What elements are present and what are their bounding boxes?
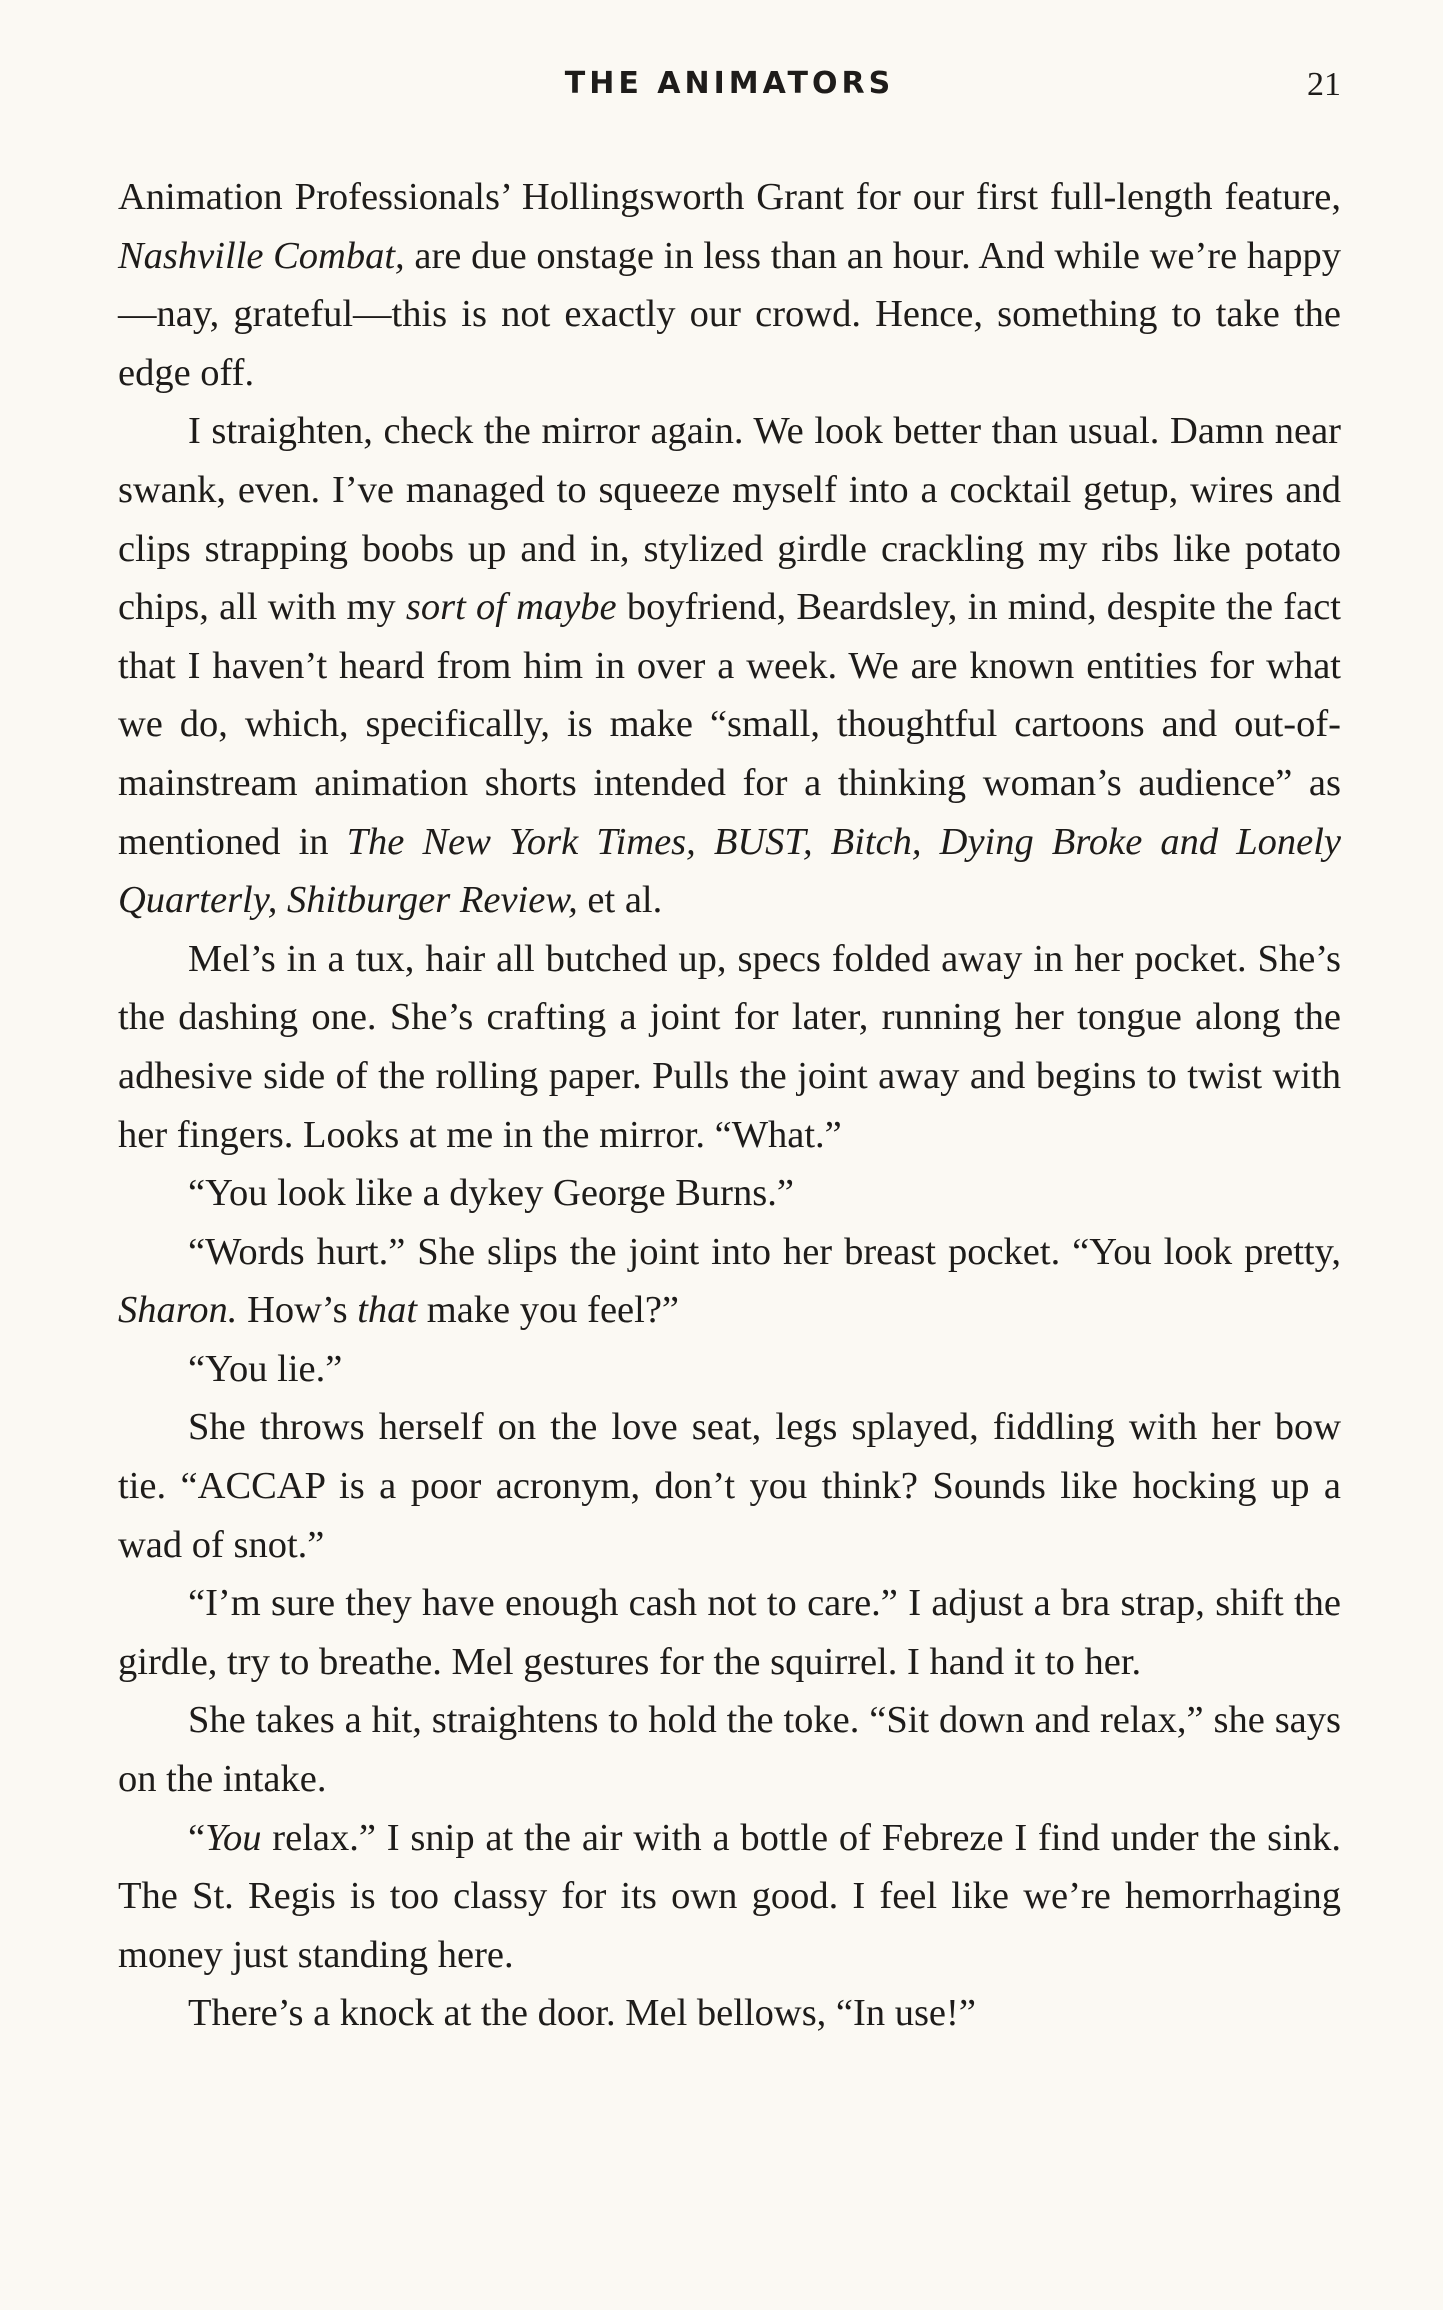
italic-text: Sharon. (118, 1289, 238, 1332)
italic-text: The New York Times, BUST, Bitch, Dying Broke and Lonely Quarterly, Shitburger Review, (118, 820, 1342, 922)
text-run: She throws herself on the love seat, legs splayed, fiddling with her bow tie. “ACCAP is a poor acronym, don’t you think? Sounds like hocking up a wad of snot.” (118, 1406, 1341, 1566)
text-run: There’s a knock at the door. Mel bellows, “In use!” (188, 1992, 976, 2035)
text-run: are due onstage in less than an hour. And while we’re happy—nay, grateful—this is not exactly our crowd. Hence, something to take the edge off. (118, 234, 1342, 394)
text-run: “ (188, 1816, 206, 1859)
body-text (118, 168, 1341, 2043)
paragraph (118, 402, 1341, 929)
running-title: THE ANIMATORS (564, 66, 895, 101)
paragraph (118, 1691, 1341, 1808)
running-header (118, 62, 1341, 112)
paragraph (118, 1223, 1341, 1340)
text-run: et al. (577, 879, 663, 922)
paragraph (118, 930, 1341, 1164)
paragraph (118, 1574, 1341, 1691)
text-run: “Words hurt.” She slips the joint into her breast pocket. “You look pretty, (188, 1230, 1341, 1273)
text-run: I straighten, check the mirror again. We look better than usual. Damn near swank, even. I’ve managed to squeeze myself into a cocktail getup, wires and clips strapping boobs up and in, stylized girdle crackling my ribs like potato chips, all with my (118, 410, 1341, 629)
text-run: boyfriend, Beardsley, in mind, despite the fact that I haven’t heard from him in over a week. We are known entities for what we do, which, specifically, is make “small, thoughtful cartoons and out-of-mainstream animation shorts intended for a thinking woman’s audience” as mentioned in (118, 586, 1341, 863)
italic-text: sort of maybe (405, 586, 617, 629)
text-run: She takes a hit, straightens to hold the toke. “Sit down and relax,” she says on the intake. (118, 1699, 1341, 1801)
text-run: make you feel?” (417, 1289, 680, 1332)
italic-text: Nashville Combat, (118, 234, 405, 277)
text-run: “I’m sure they have enough cash not to care.” I adjust a bra strap, shift the girdle, try to breathe. Mel gestures for the squirrel. I hand it to her. (118, 1582, 1341, 1683)
paragraph (118, 168, 1341, 402)
paragraph (118, 1984, 1341, 2043)
italic-text: You (205, 1816, 262, 1859)
text-run: Mel’s in a tux, hair all butched up, specs folded away in her pocket. She’s the dashing one. She’s crafting a joint for later, running her tongue along the adhesive side of the rolling paper. Pulls the joint away and begins to twist with her fingers. Looks at me in the mirror. “What.” (118, 937, 1341, 1156)
text-run: relax.” I snip at the air with a bottle of Febreze I find under the sink. The St. Regis is too classy for its own good. I feel like we’re hemorrhaging money just standing here. (118, 1816, 1341, 1976)
paragraph (118, 1809, 1341, 1985)
text-run: How’s (237, 1289, 358, 1332)
text-run: Animation Professionals’ Hollingsworth Grant for our first full-length feature, (118, 176, 1341, 218)
paragraph (118, 1398, 1341, 1574)
page-number: 21 (1307, 66, 1341, 103)
text-run: “You lie.” (188, 1347, 343, 1390)
paragraph (118, 1340, 1341, 1399)
italic-text: that (357, 1289, 418, 1332)
paragraph (118, 1164, 1341, 1223)
text-run: “You look like a dykey George Burns.” (188, 1172, 794, 1215)
